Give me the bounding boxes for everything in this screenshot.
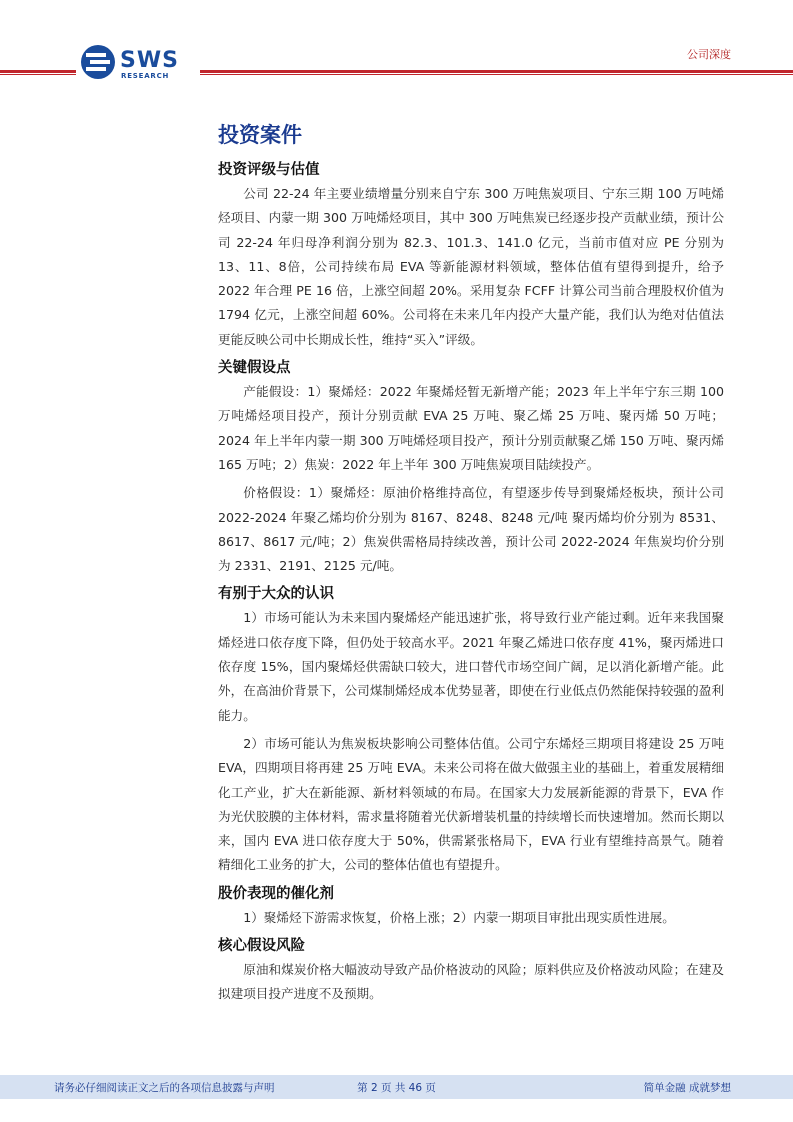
header-rule-right-thin [200, 74, 793, 75]
section-heading-catalysts: 股价表现的催化剂 [218, 885, 334, 902]
logo-subtext: RESEARCH [121, 72, 170, 80]
header-rule-left [0, 70, 76, 73]
report-type: 公司深度 [687, 48, 731, 61]
paragraph: 2）市场可能认为焦炭板块影响公司整体估值。公司宁东烯烃三期项目将建设 25 万吨 EVA，四期项目将再建 25 万吨 EVA。未来公司将在做大做强主业的基础上，着重发展精细化工产业，扩大在新能源、新材料领域的布局。在国家大力发展新能源的背景下，EVA 作为光伏胶膜的主体材料，需求量将随着光伏新增装机量的持续增长而快速增加。然而长期以来，国内 EVA 进口依存度大于 50%，供需紧张格局下，EVA 行业有望维持高景气。随着精细化工业务的扩大，公司的整体估值也有望提升。 [218, 735, 724, 873]
header-rule-left-thin [0, 74, 76, 75]
paragraph: 价格假设：1）聚烯烃：原油价格维持高位，有望逐步传导到聚烯烃板块，预计公司 2022-2024 年聚乙烯均价分别为 8167、8248、8248 元/吨 聚丙烯均价分别为 8531、8617、8617 元/吨；2）焦炭供需格局持续改善，预计公司 2022-2024 年焦炭均价分别为 2331、2191、2125 元/吨。 [218, 485, 724, 574]
sws-logo-icon [80, 44, 116, 80]
paragraph: 1）市场可能认为未来国内聚烯烃产能迅速扩张，将导致行业产能过剩。近年来我国聚烯烃进口依存度下降，但仍处于较高水平。2021 年聚乙烯进口依存度 41%，聚丙烯进口依存度 15%，国内聚烯烃供需缺口较大，进口替代市场空间广阔，足以消化新增产能。此外，在高油价背景下，公司煤制烯烃成本优势显著，即使在行业低点仍然能保持较强的盈利能力。 [218, 610, 724, 723]
logo-text: SWS [120, 48, 179, 73]
page-title: 投资案件 [218, 123, 302, 147]
header-rule-right [200, 70, 793, 73]
section-heading-different-view: 有别于大众的认识 [218, 586, 334, 603]
paragraph: 产能假设：1）聚烯烃：2022 年聚烯烃暂无新增产能；2023 年上半年宁东三期 100 万吨烯烃项目投产，预计分别贡献 EVA 25 万吨、聚乙烯 25 万吨、聚丙烯 50 万吨；2024 年上半年内蒙一期 300 万吨烯烃项目投产，预计分别贡献聚乙烯 150 万吨、聚丙烯 165 万吨；2）焦炭：2022 年上半年 300 万吨焦炭项目陆续投产。 [218, 384, 724, 472]
footer-slogan: 简单金融 成就梦想 [643, 1082, 731, 1094]
page-header [0, 0, 793, 90]
paragraph: 1）聚烯烃下游需求恢复，价格上涨；2）内蒙一期项目审批出现实质性进展。 [243, 909, 675, 925]
paragraph: 原油和煤炭价格大幅波动导致产品价格波动的风险；原料供应及价格波动风险；在建及拟建项目投产进度不及预期。 [218, 962, 724, 1002]
sws-logo [80, 44, 190, 84]
page-footer [0, 1075, 793, 1099]
section-heading-risks: 核心假设风险 [218, 938, 305, 955]
section-heading-key-assumptions: 关键假设点 [218, 360, 291, 377]
main-content [218, 120, 724, 1011]
section-heading-valuation: 投资评级与估值 [218, 162, 320, 178]
footer-page-number: 第 2 页 共 46 页 [357, 1082, 436, 1094]
paragraph: 公司 22-24 年主要业绩增量分别来自宁东 300 万吨焦炭项目、宁东三期 100 万吨烯烃项目、内蒙一期 300 万吨烯烃项目，其中 300 万吨焦炭已经逐步投产贡献业绩，预计公司 22-24 年归母净利润分别为 82.3、101.3、141.0 亿元，当前市值对应 PE 分别为 13、11、8倍，公司持续布局 EVA 等新能源材料领域，整体估值有望得到提升，给予 2022 年合理 PE 16 倍，上涨空间超 20%。采用复杂 FCFF 计算公司当前合理股权价值为 1794 亿元，上涨空间超 60%。公司将在未来几年内投产大量产能，我们认为绝对估值法更能反映公司中长期成长性，维持“买入”评级。 [218, 186, 724, 347]
footer-disclaimer: 请务必仔细阅读正文之后的各项信息披露与声明 [54, 1082, 275, 1094]
